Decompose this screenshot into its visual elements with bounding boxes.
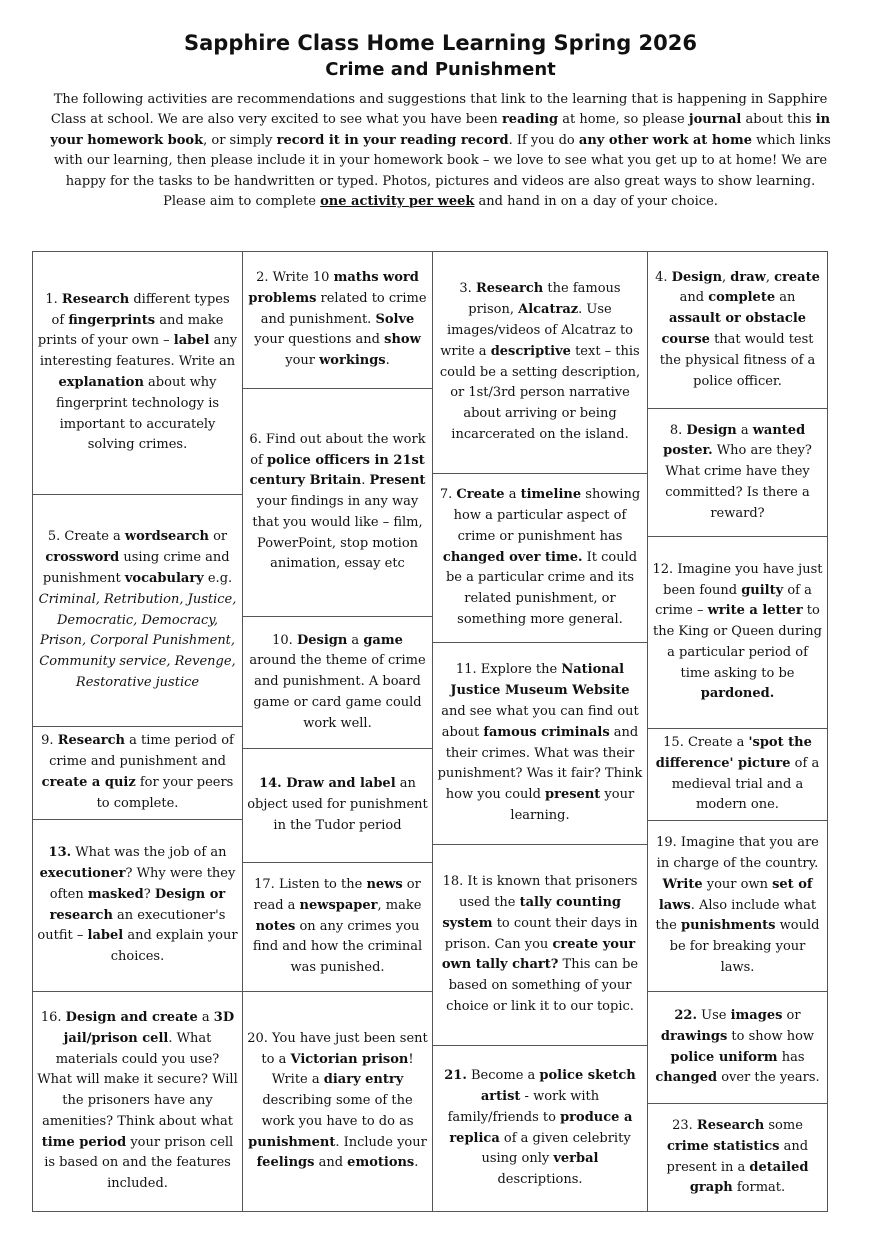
activity-2-cell bbox=[242, 251, 433, 389]
text-run: Alcatraz bbox=[518, 302, 579, 318]
text-run: 10. bbox=[272, 632, 297, 648]
text-run: some bbox=[764, 1117, 803, 1133]
text-run: your bbox=[285, 353, 320, 369]
text-run: or read a bbox=[253, 877, 421, 913]
activity-21-cell bbox=[432, 1045, 648, 1212]
text-run: reading bbox=[501, 112, 559, 128]
text-run: one activity per week bbox=[320, 194, 475, 210]
text-run: , bbox=[722, 269, 731, 285]
activity-17-cell bbox=[242, 862, 433, 992]
activity-13-text bbox=[37, 843, 238, 968]
page-header bbox=[0, 28, 881, 82]
text-run: describing some of the work you have to do as bbox=[261, 1093, 414, 1129]
text-run: and explain your choices. bbox=[110, 928, 238, 965]
text-run: detailed graph bbox=[689, 1159, 809, 1196]
text-run: Design bbox=[296, 632, 348, 648]
text-run: label bbox=[87, 928, 124, 944]
activity-21-text bbox=[437, 1066, 643, 1191]
text-run: 12. Imagine you have just been found bbox=[652, 561, 823, 598]
text-run: Research bbox=[61, 291, 130, 307]
text-run: maths word problems bbox=[248, 270, 419, 306]
text-run: an bbox=[775, 290, 796, 306]
activity-20-cell bbox=[242, 991, 433, 1212]
activity-11-cell bbox=[432, 642, 648, 845]
activity-19-text bbox=[652, 833, 823, 979]
activity-6-text bbox=[247, 430, 428, 576]
activity-7-text bbox=[437, 485, 643, 631]
text-run: explanation bbox=[58, 375, 144, 390]
text-run: a bbox=[197, 1009, 214, 1025]
text-run: executioner bbox=[39, 865, 126, 881]
text-run: Design bbox=[686, 422, 737, 438]
text-run: Design bbox=[671, 269, 723, 285]
text-run: your findings in any way that you would like – film, PowerPoint, stop motion animation, essay etc bbox=[252, 494, 423, 572]
text-run: newspaper bbox=[299, 897, 378, 913]
text-run: crime statistics bbox=[666, 1138, 780, 1154]
text-run: record it in your reading record bbox=[276, 132, 509, 148]
text-run: emotions bbox=[347, 1155, 415, 1171]
text-run: that would test the physical fitness of a police officer. bbox=[659, 332, 816, 389]
text-run: related to crime and punishment. bbox=[260, 290, 427, 327]
activity-23-cell bbox=[647, 1103, 828, 1212]
activity-7-cell bbox=[432, 473, 648, 643]
page-subtitle: Crime and Punishment bbox=[325, 59, 556, 80]
activity-1-text bbox=[37, 290, 238, 456]
text-run: of a given celebrity using only bbox=[481, 1130, 631, 1167]
text-run: 15. Create a bbox=[663, 734, 749, 750]
text-run: any other work at home bbox=[578, 132, 752, 148]
text-run: format. bbox=[732, 1180, 786, 1196]
text-run: of a medieval trial and a modern one. bbox=[671, 755, 820, 813]
text-run: produce a replica bbox=[449, 1109, 633, 1146]
text-run: 9. bbox=[41, 733, 58, 749]
text-run: for your peers to complete. bbox=[96, 775, 234, 811]
text-run: Please aim to complete bbox=[163, 194, 321, 210]
activity-20-text bbox=[247, 1029, 428, 1175]
text-run: notes bbox=[255, 918, 296, 934]
text-run: The following activities are recommendations and suggestions that link to the learning that is happening in Sapphire Class at school. We are also very excited to see what you have been bbox=[50, 92, 828, 128]
text-run: draw bbox=[730, 269, 766, 285]
text-run: crossword bbox=[45, 550, 120, 566]
text-run: . bbox=[385, 353, 390, 369]
text-run: Become a bbox=[466, 1068, 540, 1084]
text-run: over the years. bbox=[717, 1070, 820, 1086]
text-run: masked bbox=[87, 886, 144, 902]
text-run: ? Why were they often bbox=[49, 865, 236, 902]
activity-22-cell bbox=[647, 991, 828, 1104]
text-run: and make prints of your own – bbox=[37, 312, 224, 349]
text-run: any interesting features. Write an bbox=[39, 333, 238, 370]
text-run: 23. bbox=[672, 1117, 697, 1133]
text-run: - work with family/friends to bbox=[447, 1088, 600, 1125]
text-run: would be for breaking your laws. bbox=[669, 918, 820, 975]
text-run: diary entry bbox=[323, 1072, 404, 1088]
text-run: an executioner's outfit – bbox=[37, 907, 226, 944]
activity-8-text bbox=[652, 421, 823, 525]
text-run: 3D jail/prison cell bbox=[63, 1009, 235, 1046]
activity-15-cell bbox=[647, 728, 828, 821]
text-run: and their crimes. What was their punishment? Was it fair? Think how you could bbox=[437, 724, 643, 803]
text-run: changed bbox=[655, 1070, 718, 1086]
text-run: to count their days in prison. Can you bbox=[444, 915, 638, 952]
text-run: drawings bbox=[660, 1028, 728, 1044]
text-run: 11. Explore the bbox=[455, 662, 562, 678]
text-run: , bbox=[765, 269, 775, 285]
activity-6-cell bbox=[242, 388, 433, 617]
text-run: time period bbox=[41, 1134, 127, 1150]
text-run: ! Write a bbox=[271, 1051, 414, 1088]
text-run: changed over time. bbox=[442, 549, 583, 565]
text-run: punishments bbox=[680, 918, 776, 934]
text-run: guilty bbox=[741, 582, 784, 598]
text-run: 5. Create a bbox=[47, 529, 125, 545]
text-run: Use bbox=[697, 1007, 731, 1023]
text-run: game bbox=[363, 632, 403, 648]
text-run: ? bbox=[143, 886, 155, 902]
activity-8-cell bbox=[647, 408, 828, 537]
activity-13-cell bbox=[32, 819, 243, 992]
activity-17-text bbox=[247, 875, 428, 979]
activity-23-text bbox=[652, 1116, 823, 1199]
activity-11-text bbox=[437, 660, 643, 826]
text-run: in your homework book bbox=[50, 112, 831, 148]
text-run: What was the job of an bbox=[71, 845, 227, 861]
text-run: to the King or Queen during a particular period of time asking to be bbox=[653, 603, 822, 681]
text-run: at home, so please bbox=[558, 112, 689, 128]
text-run: which links with our learning, then please include it in your homework book – we love to see what you get up to at home! We are happy for the tasks to be handwritten or typed. Photos, pictures and videos are also great ways to show learning. bbox=[53, 132, 831, 189]
text-run: . bbox=[361, 473, 370, 489]
text-run: about this bbox=[741, 112, 816, 128]
activity-9-text bbox=[37, 731, 238, 814]
text-run: different types of bbox=[51, 291, 230, 328]
text-run: 14. Draw and label bbox=[259, 776, 396, 792]
intro-instruction bbox=[50, 192, 831, 212]
text-run: timeline bbox=[520, 487, 582, 503]
text-run: Solve bbox=[375, 311, 415, 327]
text-run: Victorian prison bbox=[290, 1051, 409, 1067]
text-run: 19. Imagine that you are in charge of the country. bbox=[656, 835, 819, 871]
text-run: write a letter bbox=[707, 603, 803, 619]
text-run: a bbox=[504, 487, 521, 503]
text-run: to show how bbox=[727, 1028, 815, 1044]
text-run: 17. Listen to the bbox=[254, 877, 367, 892]
activity-15-text bbox=[652, 733, 823, 816]
activity-14-text bbox=[247, 774, 428, 836]
text-run: your learning. bbox=[510, 787, 635, 823]
text-run: , or simply bbox=[203, 132, 277, 148]
text-run: This can be based on something of your choice or link it to our topic. bbox=[446, 957, 639, 1014]
text-run: 3. bbox=[459, 281, 476, 297]
text-run: famous criminals bbox=[483, 724, 610, 740]
activity-18-cell bbox=[432, 844, 648, 1046]
text-run: Write bbox=[662, 876, 703, 892]
text-run: descriptive bbox=[490, 343, 571, 359]
text-run: show bbox=[384, 332, 421, 348]
text-run: verbal bbox=[553, 1151, 599, 1167]
text-run: feelings bbox=[256, 1155, 315, 1171]
text-run: a bbox=[736, 422, 753, 438]
text-run: 21. bbox=[444, 1068, 467, 1084]
text-run: about why fingerprint technology is important to accurately solving crimes. bbox=[55, 375, 220, 453]
text-run: , make bbox=[377, 897, 422, 913]
text-run: images bbox=[730, 1007, 783, 1023]
text-run: or bbox=[782, 1007, 801, 1023]
text-run: a bbox=[347, 632, 364, 648]
text-run: pardoned. bbox=[700, 686, 775, 702]
text-run: . Include your bbox=[335, 1134, 427, 1150]
activity-1-cell bbox=[32, 251, 243, 495]
text-run: . Also include what the bbox=[655, 897, 817, 934]
text-run: set of laws bbox=[658, 876, 813, 913]
activity-10-cell bbox=[242, 616, 433, 749]
text-run: vocabulary bbox=[124, 570, 204, 586]
text-run: assault or obstacle course bbox=[661, 311, 807, 347]
activity-12-text bbox=[652, 560, 823, 706]
text-run: Design or research bbox=[49, 886, 226, 923]
text-run: the famous prison, bbox=[468, 281, 621, 318]
text-run: create a quiz bbox=[41, 775, 136, 790]
text-run: and hand in on a day of your choice. bbox=[474, 194, 718, 210]
text-run: 16. bbox=[40, 1009, 66, 1025]
text-run: . What materials could you use? What will make it secure? Will the prisoners have any amenities? Think about what bbox=[37, 1030, 238, 1129]
text-run: 'spot the difference' picture bbox=[655, 734, 812, 771]
activity-12-cell bbox=[647, 536, 828, 729]
activity-19-cell bbox=[647, 820, 828, 992]
text-run: . If you do bbox=[508, 132, 579, 148]
text-run: punishment bbox=[248, 1134, 336, 1150]
text-run: a time period of crime and punishment and bbox=[49, 733, 234, 770]
text-run: and see what you can find out about bbox=[441, 703, 639, 740]
text-run: and bbox=[314, 1155, 348, 1171]
text-run: police sketch artist bbox=[480, 1068, 636, 1104]
text-run: 4. bbox=[655, 269, 672, 285]
text-run: It could be a particular crime and its related punishment, or something more general. bbox=[445, 549, 638, 627]
activity-22-text bbox=[652, 1006, 823, 1089]
text-run: your prison cell is based on and the features included. bbox=[44, 1134, 234, 1192]
text-run: tally counting system bbox=[442, 895, 621, 931]
text-run: e.g. bbox=[203, 570, 233, 586]
activity-4-text bbox=[652, 268, 823, 393]
text-run: using crime and punishment bbox=[42, 550, 230, 586]
activity-9-cell bbox=[32, 726, 243, 820]
text-run: Design and create bbox=[65, 1009, 198, 1025]
activity-2-text bbox=[247, 268, 428, 372]
text-run: 20. You have just been sent to a bbox=[247, 1030, 428, 1067]
text-run: 8. bbox=[669, 422, 687, 438]
activity-16-text bbox=[37, 1008, 238, 1195]
text-run: an object used for punishment in the Tudor period bbox=[247, 776, 428, 833]
text-run: descriptions. bbox=[497, 1172, 583, 1188]
text-run: showing how a particular aspect of crime or punishment has bbox=[453, 487, 641, 544]
text-run: present bbox=[545, 787, 601, 803]
text-run: National Justice Museum Website bbox=[450, 662, 630, 699]
text-run: has bbox=[777, 1049, 805, 1065]
text-run: complete bbox=[708, 290, 776, 306]
text-run: 1. bbox=[45, 291, 62, 307]
intro-paragraph bbox=[50, 90, 831, 192]
page-title: Sapphire Class Home Learning Spring 2026 bbox=[184, 31, 697, 55]
text-run: news bbox=[366, 877, 403, 892]
text-run: 18. It is known that prisoners used the bbox=[442, 874, 638, 910]
activity-14-cell bbox=[242, 748, 433, 863]
text-run: and present in a bbox=[666, 1138, 809, 1175]
text-run: text – this could be a setting description, or 1st/3rd person narrative about arriving or being incarcerated on the island. bbox=[439, 343, 641, 442]
activity-5-text bbox=[37, 527, 238, 693]
text-run: on any crimes you find and how the criminal was punished. bbox=[252, 918, 423, 976]
text-run: your questions and bbox=[254, 332, 385, 348]
intro-text bbox=[50, 90, 831, 212]
text-run: Criminal, Retribution, Justice, Democratic, Democracy, Prison, Corporal Punishment, Community service, Revenge, Restorative justice bbox=[38, 591, 237, 690]
text-run: 13. bbox=[48, 845, 72, 861]
text-run: 22. bbox=[674, 1007, 698, 1023]
text-run: . Use images/videos of Alcatraz to write a bbox=[440, 302, 634, 359]
text-run: 7. bbox=[439, 487, 457, 503]
text-run: police officers in 21st century Britain bbox=[249, 452, 425, 489]
text-run: wordsearch bbox=[124, 529, 209, 545]
activity-16-cell bbox=[32, 991, 243, 1212]
text-run: Present bbox=[369, 473, 426, 489]
text-run: Research bbox=[696, 1117, 765, 1133]
activity-3-cell bbox=[432, 251, 648, 474]
text-run: label bbox=[173, 333, 210, 349]
text-run: 6. Find out about the work of bbox=[249, 431, 426, 468]
text-run: create your own tally chart? bbox=[441, 936, 636, 973]
text-run: Research bbox=[475, 281, 544, 297]
activity-10-text bbox=[247, 631, 428, 735]
text-run: or bbox=[208, 529, 228, 545]
text-run: Research bbox=[57, 733, 125, 749]
text-run: create bbox=[774, 269, 820, 285]
activity-18-text bbox=[437, 872, 643, 1018]
text-run: wanted poster. bbox=[663, 422, 806, 459]
text-run: journal bbox=[688, 112, 742, 128]
text-run: police uniform bbox=[670, 1049, 778, 1065]
text-run: of a crime – bbox=[655, 582, 812, 619]
activity-3-text bbox=[437, 279, 643, 445]
text-run: workings bbox=[319, 353, 386, 369]
text-run: Who are they? What crime have they committed? Is there a reward? bbox=[665, 443, 812, 521]
text-run: around the theme of crime and punishment. A board game or card game could work well. bbox=[249, 653, 426, 731]
text-run: . bbox=[414, 1155, 419, 1171]
text-run: fingerprints bbox=[68, 312, 156, 328]
text-run: and bbox=[679, 290, 709, 306]
activity-5-cell bbox=[32, 494, 243, 727]
activity-4-cell bbox=[647, 251, 828, 409]
text-run: 2. Write 10 bbox=[256, 270, 334, 285]
text-run: Create bbox=[456, 487, 505, 503]
text-run: your own bbox=[702, 876, 773, 892]
